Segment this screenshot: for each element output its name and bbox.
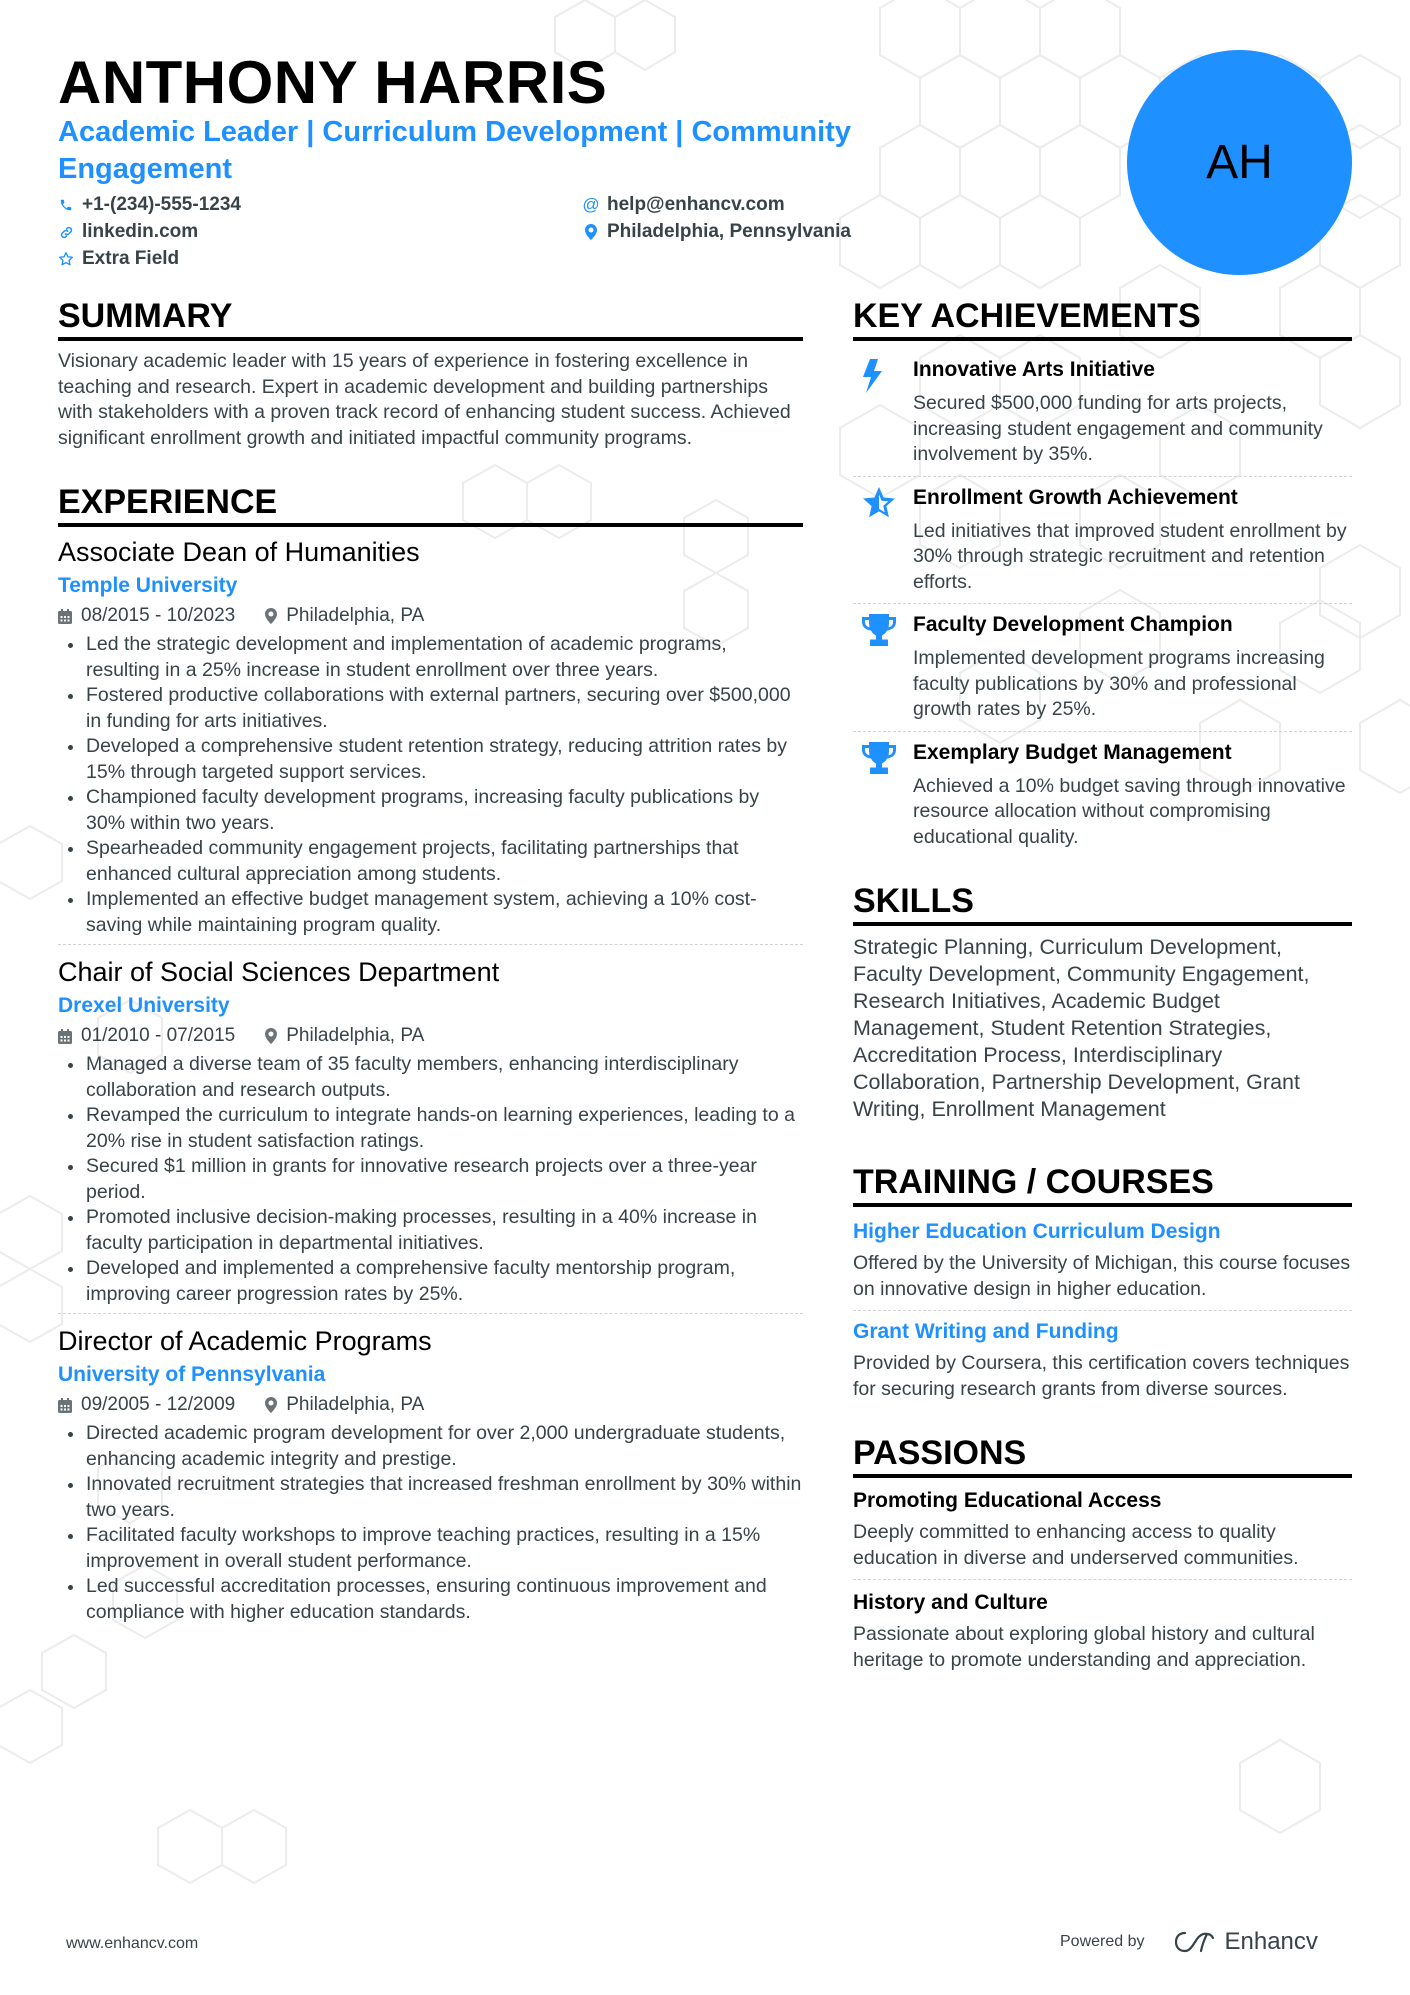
job-bullet: Championed faculty development programs, increasing faculty publications by 30% within two years.	[58, 785, 803, 836]
avatar-initials: AH	[1206, 136, 1273, 189]
job-title: Director of Academic Programs	[58, 1326, 432, 1356]
passion-item	[853, 1579, 1352, 1681]
candidate-name: ANTHONY HARRIS	[58, 49, 608, 116]
calendar-icon	[58, 1029, 72, 1044]
contact-list	[58, 193, 878, 271]
at-icon: @	[582, 195, 600, 214]
job-dates: 01/2010 - 07/2015	[81, 1025, 236, 1046]
star-icon	[853, 483, 913, 596]
footer-powered-by[interactable]	[1060, 1928, 1318, 1956]
experience-section	[58, 481, 803, 1631]
section-title-summary: SUMMARY	[58, 295, 803, 341]
enhancv-logo	[1173, 1928, 1318, 1956]
job-bullet: Developed and implemented a comprehensive faculty mentorship program, improving career progression rates by 25%.	[58, 1256, 803, 1307]
location-pin-icon	[265, 608, 277, 624]
avatar	[1127, 50, 1352, 275]
footer-website-link[interactable]: www.enhancv.com	[66, 1935, 199, 1952]
job-bullet: Developed a comprehensive student retention strategy, reducing attrition rates by 15% through targeted support services.	[58, 734, 803, 785]
course-description: Offered by the University of Michigan, this course focuses on innovative design in higher education.	[853, 1252, 1351, 1300]
location-pin-icon	[583, 224, 599, 240]
skills-section	[853, 880, 1352, 1123]
achievement-item	[853, 603, 1352, 731]
job-bullets	[58, 632, 803, 938]
course-item	[853, 1215, 1352, 1310]
contact-phone-text: +1-(234)-555-1234	[82, 194, 241, 215]
job-meta	[58, 602, 803, 630]
trophy-icon	[853, 738, 913, 851]
contact-location-text: Philadelphia, Pennsylvania	[607, 221, 851, 242]
achievement-item	[853, 476, 1352, 604]
achievements-section	[853, 295, 1352, 858]
passion-item	[853, 1486, 1352, 1579]
job-bullet: Innovated recruitment strategies that increased freshman enrollment by 30% within two years.	[58, 1472, 803, 1523]
link-icon	[58, 224, 74, 240]
contact-email[interactable]	[583, 193, 883, 217]
job-dates: 09/2005 - 12/2009	[81, 1394, 236, 1415]
phone-icon	[58, 197, 74, 213]
achievement-item	[853, 349, 1352, 476]
lightning-bolt-icon	[853, 355, 913, 468]
job-bullets	[58, 1052, 803, 1307]
company-name: Drexel University	[58, 994, 230, 1017]
job-title: Associate Dean of Humanities	[58, 537, 420, 567]
section-title-skills: SKILLS	[853, 880, 1352, 926]
calendar-icon	[58, 1398, 72, 1413]
job-bullet: Promoted inclusive decision-making processes, resulting in a 40% increase in faculty participation in departmental initiatives.	[58, 1205, 803, 1256]
course-title: Grant Writing and Funding	[853, 1320, 1119, 1343]
company-name: Temple University	[58, 574, 238, 597]
job-bullets	[58, 1421, 803, 1625]
job-bullet: Managed a diverse team of 35 faculty members, enhancing interdisciplinary collaboration and research outputs.	[58, 1052, 803, 1103]
course-description: Provided by Coursera, this certification covers techniques for securing research grants from diverse sources.	[853, 1352, 1350, 1400]
section-title-achievements: KEY ACHIEVEMENTS	[853, 295, 1352, 341]
achievement-description: Implemented development programs increasing faculty publications by 30% and professional growth rates by 25%.	[913, 647, 1325, 720]
job-title: Chair of Social Sciences Department	[58, 957, 500, 987]
skills-text: Strategic Planning, Curriculum Development, Faculty Development, Community Engagement, Research Initiatives, Academic Budget Management, Student Retention Strategies, Accreditation Process, Interdisciplinary Collaboration, Partnership Development, Grant Writing, Enrollment Management	[853, 935, 1310, 1121]
passion-title: History and Culture	[853, 1591, 1048, 1614]
experience-entry	[58, 944, 803, 1313]
contact-phone[interactable]	[58, 193, 583, 217]
location-pin-icon	[265, 1397, 277, 1413]
achievement-item	[853, 731, 1352, 859]
achievement-title: Exemplary Budget Management	[913, 740, 1232, 764]
section-title-experience: EXPERIENCE	[58, 481, 803, 527]
contact-extra-field-text: Extra Field	[82, 248, 180, 269]
job-meta	[58, 1391, 803, 1419]
summary-section	[58, 295, 803, 451]
contact-linkedin-text: linkedin.com	[82, 221, 199, 242]
job-bullet: Spearheaded community engagement projects, facilitating partnerships that enhanced cultural appreciation among students.	[58, 836, 803, 887]
job-bullet: Revamped the curriculum to integrate hands-on learning experiences, leading to a 20% rise in student satisfaction ratings.	[58, 1103, 803, 1154]
training-section	[853, 1161, 1352, 1410]
location-pin-icon	[265, 1028, 277, 1044]
achievement-title: Enrollment Growth Achievement	[913, 485, 1238, 509]
job-bullet: Implemented an effective budget management system, achieving a 10% cost-saving while maintaining program quality.	[58, 887, 803, 938]
job-dates: 08/2015 - 10/2023	[81, 605, 236, 626]
section-title-passions: PASSIONS	[853, 1432, 1352, 1478]
summary-text: Visionary academic leader with 15 years of experience in fostering excellence in teaching and research. Expert in academic development and building partnerships with stakeholders with a proven track record of enhancing student success. Achieved significant enrollment growth and initiated impactful community programs.	[58, 350, 791, 449]
star-outline-icon	[58, 251, 74, 267]
experience-entry	[58, 1313, 803, 1631]
job-location: Philadelphia, PA	[286, 1025, 425, 1046]
job-bullet: Facilitated faculty workshops to improve teaching practices, resulting in a 15% improvement in overall student performance.	[58, 1523, 803, 1574]
experience-entry	[58, 535, 803, 944]
passion-description: Deeply committed to enhancing access to quality education in diverse and underserved communities.	[853, 1521, 1299, 1569]
job-bullet: Led successful accreditation processes, ensuring continuous improvement and compliance with higher education standards.	[58, 1574, 803, 1625]
job-bullet: Fostered productive collaborations with external partners, securing over $500,000 in funding for arts initiatives.	[58, 683, 803, 734]
contact-location	[583, 220, 883, 244]
passion-title: Promoting Educational Access	[853, 1489, 1162, 1512]
contact-extra-field	[58, 247, 583, 271]
job-bullet: Led the strategic development and implementation of academic programs, resulting in a 25% increase in student enrollment over three years.	[58, 632, 803, 683]
calendar-icon	[58, 609, 72, 624]
trophy-icon	[853, 610, 913, 723]
right-column	[853, 295, 1352, 1681]
candidate-headline: Academic Leader | Curriculum Development | Community Engagement	[58, 116, 851, 185]
achievement-description: Led initiatives that improved student enrollment by 30% through strategic recruitment and retention efforts.	[913, 519, 1347, 593]
job-bullet: Secured $1 million in grants for innovative research projects over a three-year period.	[58, 1154, 803, 1205]
section-title-training: TRAINING / COURSES	[853, 1161, 1352, 1207]
powered-by-label: Powered by	[1060, 1933, 1145, 1950]
enhancv-logo-icon	[1173, 1930, 1217, 1954]
job-bullet: Directed academic program development for over 2,000 undergraduate students, enhancing academic integrity and prestige.	[58, 1421, 803, 1472]
achievement-description: Secured $500,000 funding for arts projects, increasing student engagement and community involvement by 35%.	[913, 392, 1323, 465]
course-title: Higher Education Curriculum Design	[853, 1220, 1221, 1243]
course-item	[853, 1310, 1352, 1410]
achievement-title: Innovative Arts Initiative	[913, 358, 1155, 381]
contact-linkedin[interactable]	[58, 220, 583, 244]
passion-description: Passionate about exploring global history and cultural heritage to promote understanding and appreciation.	[853, 1623, 1315, 1671]
achievement-description: Achieved a 10% budget saving through innovative resource allocation without compromising educational quality.	[913, 774, 1346, 848]
job-location: Philadelphia, PA	[286, 605, 425, 626]
job-meta	[58, 1022, 803, 1050]
enhancv-brand-text: Enhancv	[1224, 1928, 1318, 1955]
job-location: Philadelphia, PA	[286, 1394, 425, 1415]
passions-section	[853, 1432, 1352, 1681]
left-column	[58, 295, 803, 1631]
company-name: University of Pennsylvania	[58, 1363, 326, 1386]
contact-email-text: help@enhancv.com	[607, 194, 785, 215]
achievement-title: Faculty Development Champion	[913, 613, 1233, 636]
